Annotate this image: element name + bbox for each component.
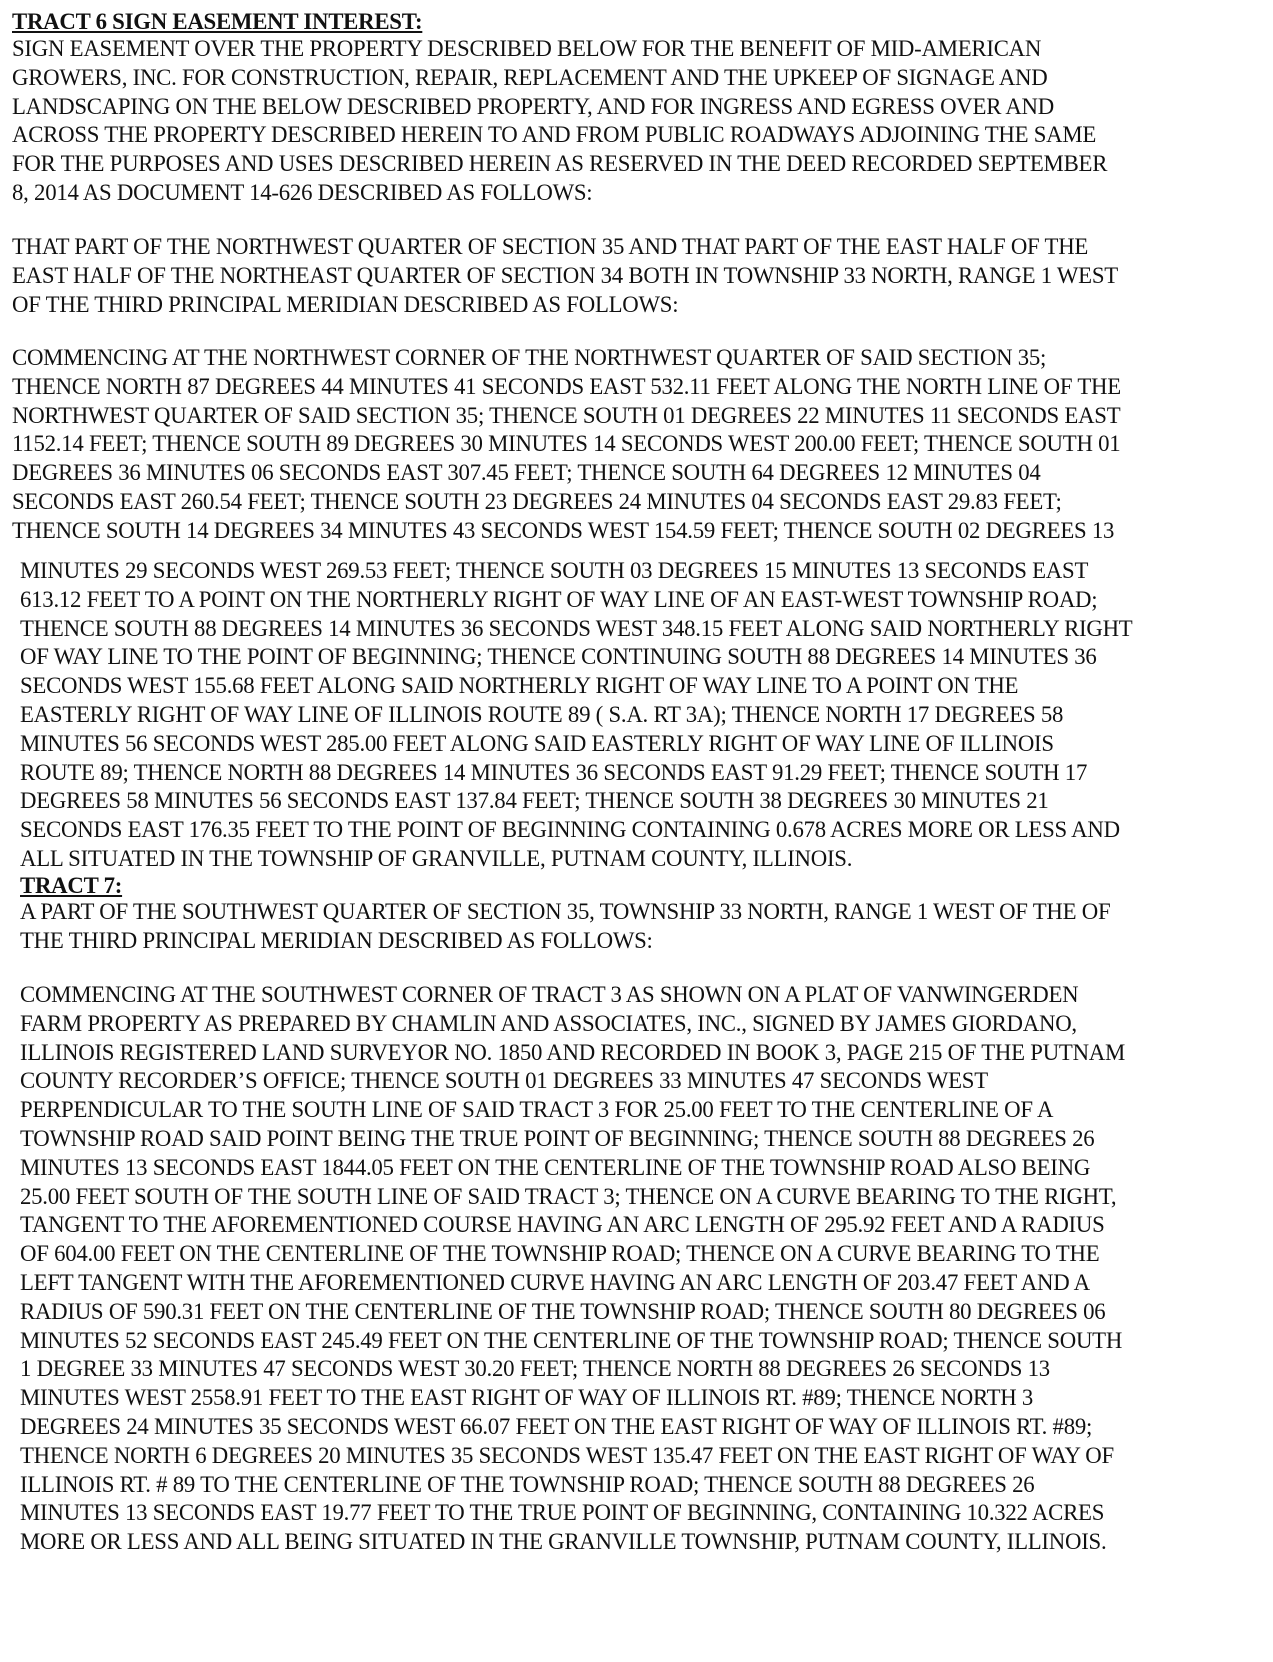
tract6-description-line: EASTERLY RIGHT OF WAY LINE OF ILLINOIS ROUTE 89 ( S.A. RT 3A); THENCE NORTH 17 DEGREES 58 <box>20 701 1064 727</box>
tract6-location-line: THAT PART OF THE NORTHWEST QUARTER OF SECTION 35 AND THAT PART OF THE EAST HALF OF THE <box>12 234 1089 259</box>
tract6-description-line: SECONDS EAST 176.35 FEET TO THE POINT OF BEGINNING CONTAINING 0.678 ACRES MORE OR LESS AND <box>20 817 1120 843</box>
tract6-description-line: 613.12 FEET TO A POINT ON THE NORTHERLY RIGHT OF WAY LINE OF AN EAST-WEST TOWNSHIP ROAD; <box>20 586 1098 612</box>
tract7-heading-block <box>20 872 122 901</box>
tract6-description-line: 1152.14 FEET; THENCE SOUTH 89 DEGREES 30 MINUTES 14 SECONDS WEST 200.00 FEET; THENCE SOUTH 01 <box>12 431 1121 457</box>
tract7-description-line: FARM PROPERTY AS PREPARED BY CHAMLIN AND ASSOCIATES, INC., SIGNED BY JAMES GIORDANO, <box>20 1010 1077 1036</box>
tract6-description-line: THENCE SOUTH 14 DEGREES 34 MINUTES 43 SECONDS WEST 154.59 FEET; THENCE SOUTH 02 DEGREES 13 <box>12 517 1115 543</box>
tract7-description-line: OF 604.00 FEET ON THE CENTERLINE OF THE TOWNSHIP ROAD; THENCE ON A CURVE BEARING TO THE <box>20 1241 1100 1267</box>
tract6-description-line: SECONDS WEST 155.68 FEET ALONG SAID NORTHERLY RIGHT OF WAY LINE TO A POINT ON THE <box>20 673 1019 699</box>
tract6-heading: TRACT 6 SIGN EASEMENT INTEREST: <box>12 9 423 34</box>
tract6-description-line: MINUTES 56 SECONDS WEST 285.00 FEET ALONG SAID EASTERLY RIGHT OF WAY LINE OF ILLINOIS <box>20 730 1054 756</box>
tract6-description-line: DEGREES 58 MINUTES 56 SECONDS EAST 137.84 FEET; THENCE SOUTH 38 DEGREES 30 MINUTES 21 <box>20 788 1049 814</box>
tract6-intro-line: SIGN EASEMENT OVER THE PROPERTY DESCRIBED BELOW FOR THE BENEFIT OF MID-AMERICAN <box>12 36 1042 61</box>
tract7-description-line: TANGENT TO THE AFOREMENTIONED COURSE HAVING AN ARC LENGTH OF 295.92 FEET AND A RADIUS <box>20 1212 1105 1238</box>
tract7-description-line: DEGREES 24 MINUTES 35 SECONDS WEST 66.07 FEET ON THE EAST RIGHT OF WAY OF ILLINOIS RT. #89; <box>20 1413 1093 1439</box>
tract7-description-line: 1 DEGREE 33 MINUTES 47 SECONDS WEST 30.20 FEET; THENCE NORTH 88 DEGREES 26 SECONDS 13 <box>20 1356 1050 1382</box>
tract7-description-line: ILLINOIS RT. # 89 TO THE CENTERLINE OF THE TOWNSHIP ROAD; THENCE SOUTH 88 DEGREES 26 <box>20 1471 1035 1497</box>
tract6-description-line: DEGREES 36 MINUTES 06 SECONDS EAST 307.45 FEET; THENCE SOUTH 64 DEGREES 12 MINUTES 04 <box>12 460 1041 486</box>
tract6-intro-paragraph <box>12 35 1107 208</box>
tract7-description-line: ILLINOIS REGISTERED LAND SURVEYOR NO. 1850 AND RECORDED IN BOOK 3, PAGE 215 OF THE PUTNAM <box>20 1039 1126 1065</box>
tract6-description-line: OF WAY LINE TO THE POINT OF BEGINNING; THENCE CONTINUING SOUTH 88 DEGREES 14 MINUTES 36 <box>20 644 1097 670</box>
tract7-location-line: A PART OF THE SOUTHWEST QUARTER OF SECTION 35, TOWNSHIP 33 NORTH, RANGE 1 WEST OF THE OF <box>20 899 1111 924</box>
tract6-description-line: ALL SITUATED IN THE TOWNSHIP OF GRANVILLE, PUTNAM COUNTY, ILLINOIS. <box>20 845 853 871</box>
tract7-description-line: LEFT TANGENT WITH THE AFOREMENTIONED CURVE HAVING AN ARC LENGTH OF 203.47 FEET AND A <box>20 1269 1090 1295</box>
tract7-description-line: COMMENCING AT THE SOUTHWEST CORNER OF TRACT 3 AS SHOWN ON A PLAT OF VANWINGERDEN <box>20 982 1079 1007</box>
tract6-description-line: MINUTES 29 SECONDS WEST 269.53 FEET; THENCE SOUTH 03 DEGREES 15 MINUTES 13 SECONDS EAST <box>20 558 1089 583</box>
tract7-description-line: 25.00 FEET SOUTH OF THE SOUTH LINE OF SAID TRACT 3; THENCE ON A CURVE BEARING TO THE RIGHT, <box>20 1183 1117 1209</box>
tract7-description-line: MINUTES 13 SECONDS EAST 19.77 FEET TO THE TRUE POINT OF BEGINNING, CONTAINING 10.322 ACRES <box>20 1500 1105 1526</box>
tract6-intro-line: LANDSCAPING ON THE BELOW DESCRIBED PROPERTY, AND FOR INGRESS AND EGRESS OVER AND <box>12 93 1054 119</box>
tract7-description-line: RADIUS OF 590.31 FEET ON THE CENTERLINE OF THE TOWNSHIP ROAD; THENCE SOUTH 80 DEGREES 06 <box>20 1298 1106 1324</box>
tract7-description-line: MINUTES 13 SECONDS EAST 1844.05 FEET ON THE CENTERLINE OF THE TOWNSHIP ROAD ALSO BEING <box>20 1154 1091 1180</box>
tract6-description-line: SECONDS EAST 260.54 FEET; THENCE SOUTH 23 DEGREES 24 MINUTES 04 SECONDS EAST 29.83 FEET; <box>12 488 1062 514</box>
tract6-description-part2 <box>20 557 1132 874</box>
tract6-description-line: ROUTE 89; THENCE NORTH 88 DEGREES 14 MINUTES 36 SECONDS EAST 91.29 FEET; THENCE SOUTH 17 <box>20 759 1088 785</box>
tract6-description-line: COMMENCING AT THE NORTHWEST CORNER OF THE NORTHWEST QUARTER OF SAID SECTION 35; <box>12 345 1047 370</box>
tract7-heading: TRACT 7: <box>20 873 123 898</box>
tract7-description-line: PERPENDICULAR TO THE SOUTH LINE OF SAID TRACT 3 FOR 25.00 FEET TO THE CENTERLINE OF A <box>20 1097 1054 1123</box>
tract6-intro-line: GROWERS, INC. FOR CONSTRUCTION, REPAIR, REPLACEMENT AND THE UPKEEP OF SIGNAGE AND <box>12 64 1048 90</box>
tract7-location-paragraph <box>20 898 1110 956</box>
tract7-description-line: COUNTY RECORDER’S OFFICE; THENCE SOUTH 01 DEGREES 33 MINUTES 47 SECONDS WEST <box>20 1068 988 1094</box>
tract6-description-line: NORTHWEST QUARTER OF SAID SECTION 35; THENCE SOUTH 01 DEGREES 22 MINUTES 11 SECONDS EAST <box>12 402 1121 428</box>
tract7-description-line: THENCE NORTH 6 DEGREES 20 MINUTES 35 SECONDS WEST 135.47 FEET ON THE EAST RIGHT OF WAY OF <box>20 1442 1114 1468</box>
tract6-intro-line: 8, 2014 AS DOCUMENT 14-626 DESCRIBED AS FOLLOWS: <box>12 179 593 205</box>
tract7-location-line: THE THIRD PRINCIPAL MERIDIAN DESCRIBED AS FOLLOWS: <box>20 927 653 953</box>
tract6-description-line: THENCE SOUTH 88 DEGREES 14 MINUTES 36 SECONDS WEST 348.15 FEET ALONG SAID NORTHERLY RIGHT <box>20 615 1133 641</box>
tract6-description-part1 <box>12 344 1121 546</box>
tract6-location-line: OF THE THIRD PRINCIPAL MERIDIAN DESCRIBED AS FOLLOWS: <box>12 291 679 317</box>
tract7-description-line: MORE OR LESS AND ALL BEING SITUATED IN THE GRANVILLE TOWNSHIP, PUTNAM COUNTY, ILLINOIS. <box>20 1529 1107 1555</box>
tract7-description-line: MINUTES WEST 2558.91 FEET TO THE EAST RIGHT OF WAY OF ILLINOIS RT. #89; THENCE NORTH 3 <box>20 1385 1034 1411</box>
tract7-description-line: TOWNSHIP ROAD SAID POINT BEING THE TRUE POINT OF BEGINNING; THENCE SOUTH 88 DEGREES 26 <box>20 1125 1095 1151</box>
tract6-location-paragraph <box>12 233 1118 319</box>
tract6-heading-block <box>12 8 422 37</box>
tract6-intro-line: ACROSS THE PROPERTY DESCRIBED HEREIN TO AND FROM PUBLIC ROADWAYS ADJOINING THE SAME <box>12 122 1097 148</box>
tract6-location-line: EAST HALF OF THE NORTHEAST QUARTER OF SECTION 34 BOTH IN TOWNSHIP 33 NORTH, RANGE 1 WEST <box>12 262 1118 288</box>
tract6-intro-line: FOR THE PURPOSES AND USES DESCRIBED HEREIN AS RESERVED IN THE DEED RECORDED SEPTEMBER <box>12 151 1108 177</box>
tract7-description-line: MINUTES 52 SECONDS EAST 245.49 FEET ON THE CENTERLINE OF THE TOWNSHIP ROAD; THENCE SOUTH <box>20 1327 1123 1353</box>
tract6-description-line: THENCE NORTH 87 DEGREES 44 MINUTES 41 SECONDS EAST 532.11 FEET ALONG THE NORTH LINE OF THE <box>12 373 1121 399</box>
tract7-description-paragraph <box>20 981 1125 1557</box>
